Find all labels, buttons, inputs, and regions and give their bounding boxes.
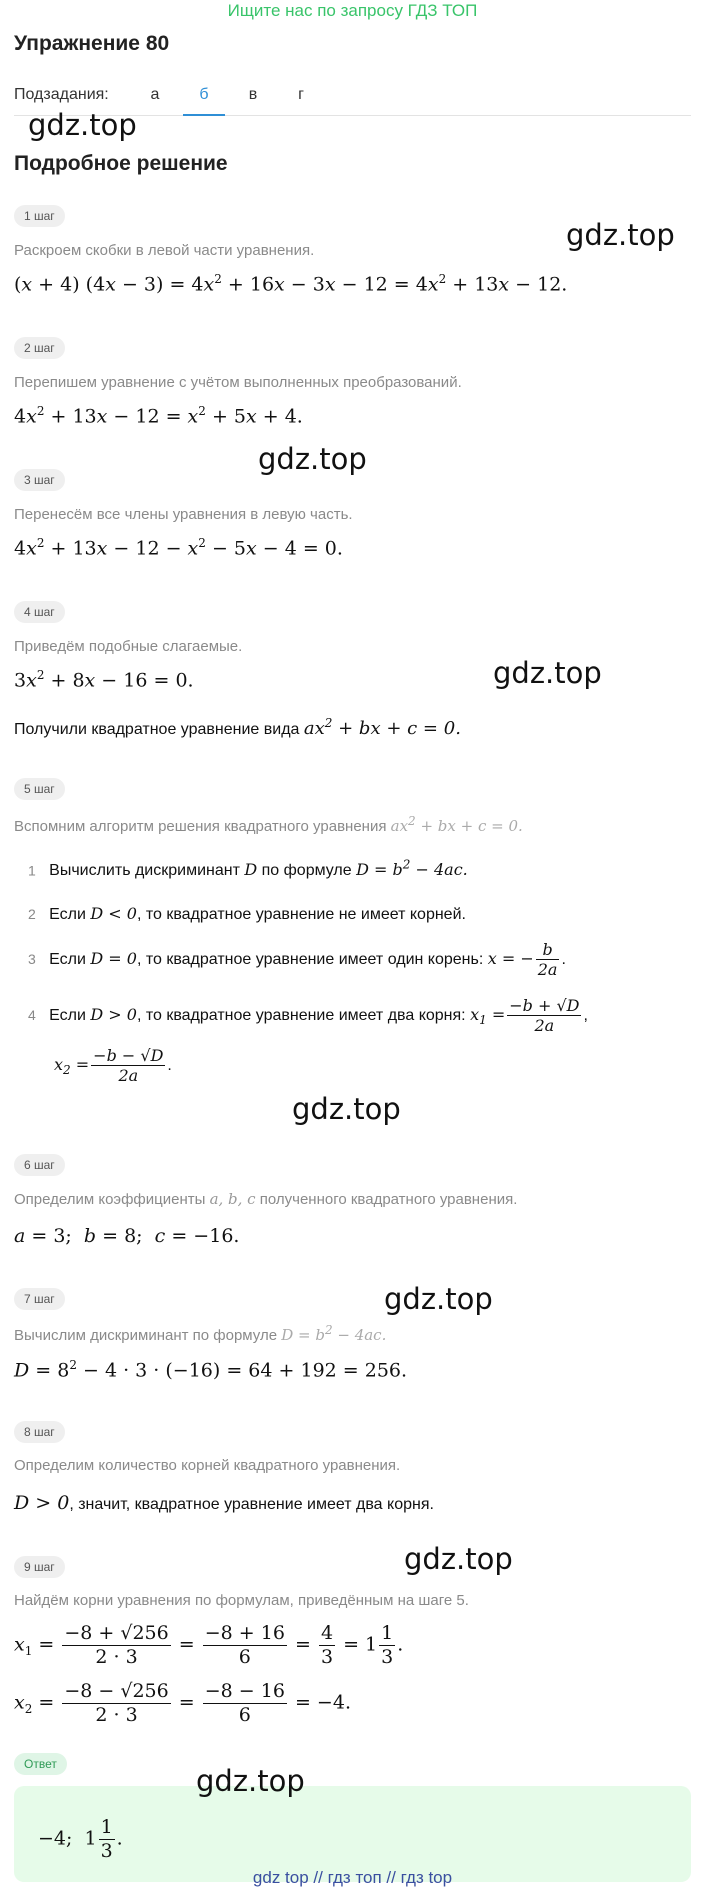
watermark: gdz.top xyxy=(493,656,602,690)
watermark: gdz.top xyxy=(28,108,137,142)
step-desc-3: Перенесём все члены уравнения в левую часть. xyxy=(14,506,353,523)
tab-v[interactable]: в xyxy=(248,86,258,103)
step-note-4: Получили квадратное уравнение вида $ax^2$ + bx + c = 0. xyxy=(14,716,461,739)
active-tab-indicator xyxy=(183,114,225,116)
step-desc-4: Приведём подобные слагаемые. xyxy=(14,638,243,655)
tab-a[interactable]: а xyxy=(150,86,160,103)
step-formula-8: D > 0, значит, квадратное уравнение имеет два корня. xyxy=(14,1492,434,1514)
step-badge-1: 1 шаг xyxy=(14,205,65,227)
step-desc-6: Определим коэффициенты a, b, c полученного квадратного уравнения. xyxy=(14,1190,518,1208)
step-formula-9-x1: $x_1$ = $\frac{-8 + √256}{2 \cdot 3}$ = $\frac{-8 + 16}{6}$ = $\frac{4}{3}$ = 1 $\frac{1}{3}$ . xyxy=(14,1622,404,1668)
step-formula-4: $3x^2 + 8x - 16 = 0$. xyxy=(14,668,194,692)
step-formula-7: $D = 8^2 - 4 \cdot 3 \cdot (-16) = 64 + 192 = 256$. xyxy=(14,1358,408,1382)
step-badge-7: 7 шаг xyxy=(14,1288,65,1310)
watermark: gdz.top xyxy=(196,1764,305,1798)
tab-b[interactable]: б xyxy=(199,86,209,103)
step-badge-6: 6 шаг xyxy=(14,1154,65,1176)
algorithm-item-3: 3 Если D = 0, то квадратное уравнение имеет один корень: x = − $\frac{b}{2a}$ . xyxy=(28,940,566,980)
step-desc-2: Перепишем уравнение с учётом выполненных преобразований. xyxy=(14,374,462,391)
section-title: Подробное решение xyxy=(14,152,228,175)
algorithm-item-2: 2 Если D < 0, то квадратное уравнение не имеет корней. xyxy=(28,904,466,923)
page-title: Упражнение 80 xyxy=(14,32,170,55)
subtasks-label: Подзадания: xyxy=(14,86,109,103)
tab-g[interactable]: г xyxy=(298,86,304,103)
step-desc-7: Вычислим дискриминант по формуле $D = b^2 - 4ac$. xyxy=(14,1323,387,1344)
step-desc-1: Раскроем скобки в левой части уравнения. xyxy=(14,242,315,259)
step-formula-9-x2: $x_2$ = $\frac{-8 - √256}{2 \cdot 3}$ = $\frac{-8 - 16}{6}$ = −4. xyxy=(14,1680,351,1726)
step-desc-9: Найдём корни уравнения по формулам, приведённым на шаге 5. xyxy=(14,1592,469,1609)
answer-value: −4; 1 $\frac{1}{3}$ . xyxy=(38,1816,123,1862)
watermark: gdz.top xyxy=(258,442,367,476)
step-formula-3: $4x^2 + 13x - 12 - x^2 - 5x - 4 = 0$. xyxy=(14,536,343,560)
step-formula-2: $4x^2 + 13x - 12 = x^2 + 5x + 4$. xyxy=(14,404,303,428)
step-badge-2: 2 шаг xyxy=(14,337,65,359)
footer-links[interactable]: gdz top // гдз топ // гдз top xyxy=(252,1868,453,1887)
watermark: gdz.top xyxy=(292,1092,401,1126)
step-badge-5: 5 шаг xyxy=(14,778,65,800)
step-badge-4: 4 шаг xyxy=(14,601,65,623)
step-desc-8: Определим количество корней квадратного уравнения. xyxy=(14,1457,401,1474)
step-desc-5: Вспомним алгоритм решения квадратного уравнения $ax^2$ + bx + c = 0. xyxy=(14,814,523,835)
answer-badge: Ответ xyxy=(14,1753,67,1775)
step-badge-9: 9 шаг xyxy=(14,1556,65,1578)
step-badge-8: 8 шаг xyxy=(14,1421,65,1443)
search-banner: Ищите нас по запросу ГДЗ ТОП xyxy=(227,1,478,20)
watermark: gdz.top xyxy=(566,218,675,252)
step-formula-1: (x + 4) $(4x - 3) = 4x^2 + 16x - 3x - 12 = 4x^2 + 13x - 12$. xyxy=(14,272,568,296)
algorithm-item-4: 4 Если D > 0, то квадратное уравнение имеет два корня: $x_1$ = $\frac{-b + √D}{2a}$ , xyxy=(28,996,588,1036)
algorithm-item-1: 1 Вычислить дискриминант D по формуле $D = b^2 - 4ac$. xyxy=(28,858,468,880)
step-badge-3: 3 шаг xyxy=(14,469,65,491)
watermark: gdz.top xyxy=(384,1282,493,1316)
watermark: gdz.top xyxy=(404,1542,513,1576)
step-formula-6: a = 3; b = 8; c = −16. xyxy=(14,1225,240,1247)
algorithm-item-4-cont: $x_2$ = $\frac{-b - √D}{2a}$ . xyxy=(54,1046,172,1086)
